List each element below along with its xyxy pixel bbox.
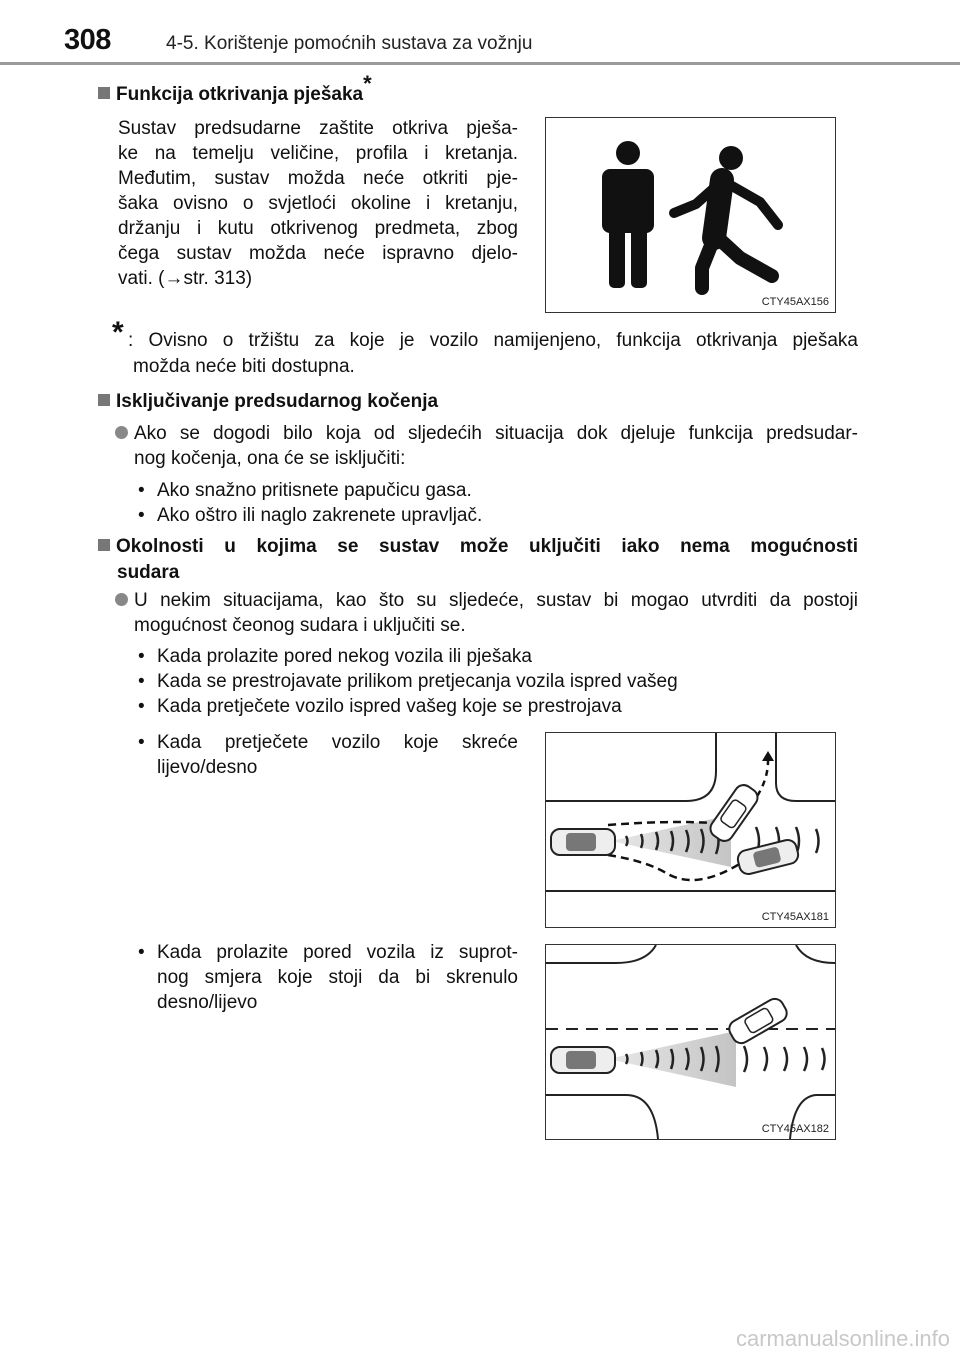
conditions-bullet-2: • Kada se prestrojavate prilikom pretjecanja vozila ispred vašeg: [138, 671, 678, 692]
oncoming-vehicle-figure: [545, 944, 836, 1140]
circle-bullet-icon: [115, 426, 128, 439]
circle-bullet-icon: [115, 593, 128, 606]
standing-person-icon: [602, 141, 654, 288]
figure-code: CTY45AX182: [761, 1123, 829, 1135]
pedestrian-description: Sustav predsudarne zaštite otkriva pješa- ke na temelju veličine, profila i kretanja. Međutim, sustav možda neće otkriti pje- šaka ovisno o svjetloći okoline i kretanju, držanju i kutu otkrivenog predmeta, zbog čega sustav možda neće ispravno djelo- vati. (→str. 313): [118, 118, 518, 289]
page-reference[interactable]: vati. (→str. 313): [118, 268, 253, 289]
own-vehicle-icon: [551, 1047, 615, 1073]
cancel-conditions-item: Ako se dogodi bilo koja od sljedećih situacija dok djeluje funkcija predsudar- nog kočenja, ona će se isključiti:: [115, 421, 858, 471]
pedestrian-figure: [545, 117, 836, 313]
footnote-line-2: možda neće biti dostupna.: [133, 356, 355, 377]
oncoming-scenario-diagram: [546, 945, 835, 1139]
square-bullet-icon: [98, 87, 110, 99]
cancel-bullet-1: • Ako snažno pritisnete papučicu gasa.: [138, 480, 472, 501]
turning-vehicle-bullet: • Kada pretječete vozilo koje skreće lijevo/desno: [138, 732, 518, 778]
heading-false-activation: Okolnosti u kojima se sustav može uključiti iako nema mogućnosti sudara: [98, 534, 858, 586]
road-edge: [776, 733, 835, 801]
page-number: 308: [64, 24, 111, 56]
conditions-bullet-3: • Kada pretječete vozilo ispred vašeg koje se prestrojava: [138, 696, 622, 717]
turning-vehicle-icon: [707, 782, 761, 845]
conditions-bullet-1: • Kada prolazite pored nekog vozila ili pješaka: [138, 646, 532, 667]
own-vehicle-icon: [551, 829, 615, 855]
road-edge: [796, 945, 835, 963]
figure-code: CTY45AX181: [761, 911, 829, 923]
overtaking-vehicle-icon: [736, 838, 800, 876]
heading-pedestrian-detection: Funkcija otkrivanja pješaka*: [98, 82, 372, 108]
square-bullet-icon: [98, 539, 110, 551]
asterisk-mark: *: [363, 71, 372, 96]
road-edge: [546, 1095, 658, 1139]
road-edge: [546, 733, 716, 801]
walking-person-icon: [674, 146, 778, 288]
figure-code: CTY45AX156: [761, 296, 829, 308]
heading-brake-cancel: Isključivanje predsudarnog kočenja: [98, 389, 438, 415]
footnote-line-1: : Ovisno o tržištu za koje je vozilo namijenjeno, funkcija otkrivanja pješaka: [128, 330, 858, 351]
square-bullet-icon: [98, 394, 110, 406]
cancel-bullet-2: • Ako oštro ili naglo zakrenete upravljač.: [138, 505, 483, 526]
pedestrian-illustration: [546, 118, 835, 312]
turning-vehicle-figure: [545, 732, 836, 928]
header-rule: [0, 62, 960, 65]
oncoming-vehicle-icon: [726, 996, 790, 1047]
oncoming-vehicle-bullet: • Kada prolazite pored vozila iz suprot- nog smjera koje stoji da bi skrenulo desno/lijevo: [138, 942, 518, 1013]
road-edge: [546, 945, 656, 963]
conditions-item: U nekim situacijama, kao što su sljedeće, sustav bi mogao utvrditi da postoji mogućnost čeonog sudara i uključiti se.: [115, 588, 858, 638]
watermark[interactable]: carmanualsonline.info: [735, 1326, 950, 1351]
section-title: 4-5. Korištenje pomoćnih sustava za vožnju: [166, 33, 533, 54]
turning-scenario-diagram: [546, 733, 835, 927]
arrow-up-icon: [762, 751, 774, 761]
footnote-asterisk: *: [112, 316, 124, 349]
